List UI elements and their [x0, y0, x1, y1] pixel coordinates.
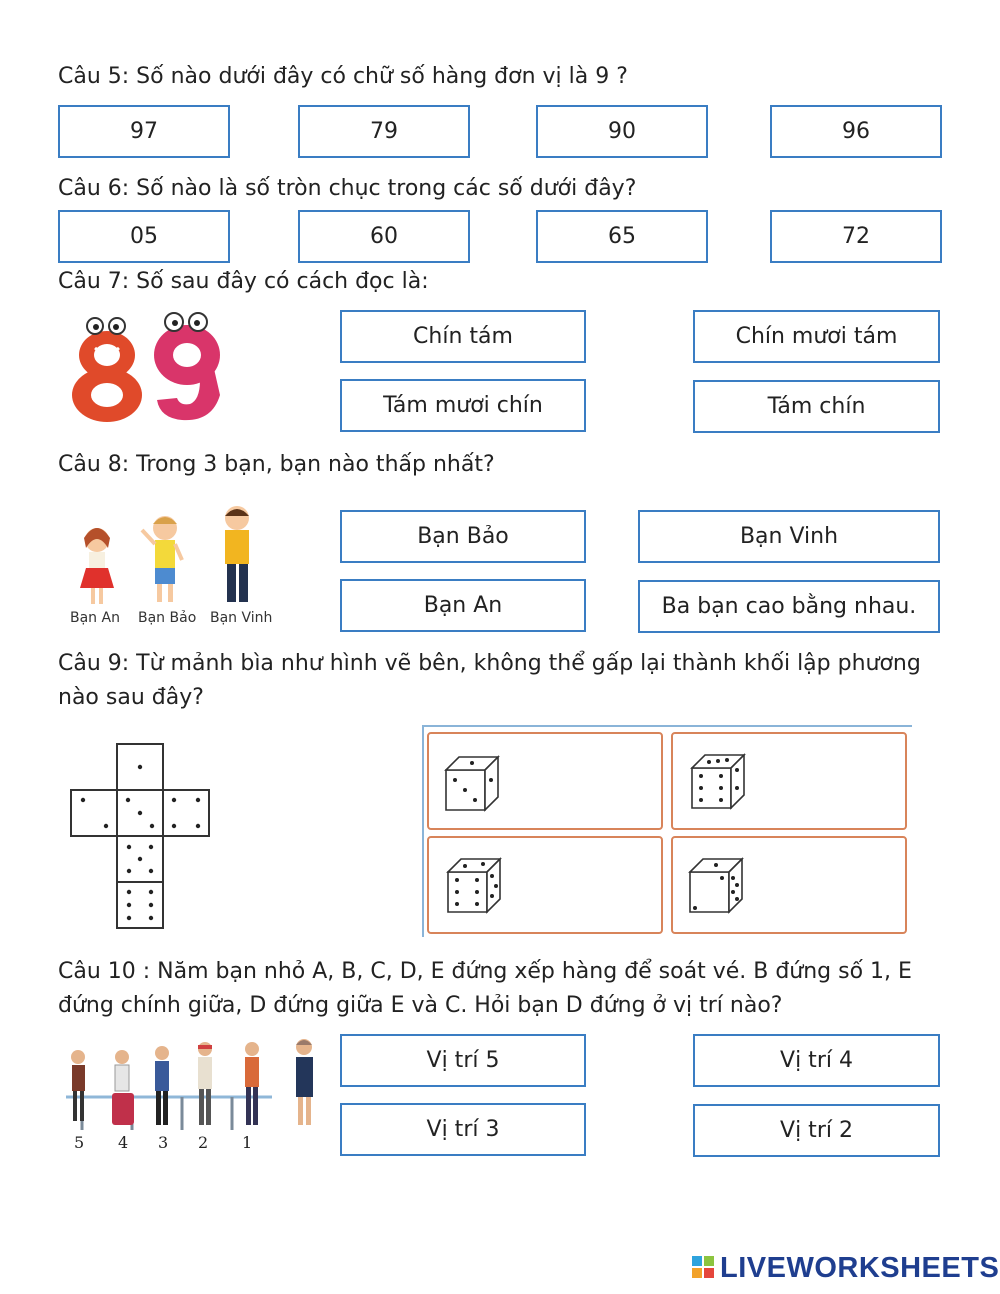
- q7-option-1[interactable]: Chín tám: [340, 310, 586, 363]
- q6-option-1[interactable]: 05: [58, 210, 230, 263]
- q8-option-3[interactable]: Bạn An: [340, 579, 586, 632]
- question-9-line-1: Câu 9: Từ mảnh bìa như hình vẽ bên, không thể gấp lại thành khối lập phương: [58, 651, 921, 676]
- ticket-queue-image: [62, 1035, 327, 1155]
- q8-option-4[interactable]: Ba bạn cao bằng nhau.: [638, 580, 940, 633]
- q5-option-1[interactable]: 97: [58, 105, 230, 158]
- q7-option-4[interactable]: Tám chín: [693, 380, 940, 433]
- q5-option-3[interactable]: 90: [536, 105, 708, 158]
- q6-option-3[interactable]: 65: [536, 210, 708, 263]
- q7-option-3[interactable]: Tám mươi chín: [340, 379, 586, 432]
- queue-label-2: 2: [198, 1133, 209, 1152]
- caption-ban-bao: Bạn Bảo: [138, 610, 197, 626]
- q8-option-1[interactable]: Bạn Bảo: [340, 510, 586, 563]
- q9-option-c[interactable]: [427, 836, 663, 934]
- cube-option-d-icon: [685, 854, 755, 924]
- question-5-text: Câu 5: Số nào dưới đây có chữ số hàng đơn vị là 9 ?: [58, 64, 628, 89]
- q10-option-1[interactable]: Vị trí 5: [340, 1034, 586, 1087]
- caption-ban-vinh: Bạn Vinh: [210, 610, 273, 626]
- queue-label-1: 1: [242, 1133, 253, 1152]
- liveworksheets-grid-icon: [692, 1256, 716, 1280]
- q7-option-2[interactable]: Chín mươi tám: [693, 310, 940, 363]
- logo-text: LIVEWORKSHEETS: [720, 1251, 1000, 1284]
- q6-option-2[interactable]: 60: [298, 210, 470, 263]
- q5-option-4[interactable]: 96: [770, 105, 942, 158]
- number-89-icon: [62, 310, 232, 425]
- q5-option-2[interactable]: 79: [298, 105, 470, 158]
- queue-label-4: 4: [118, 1133, 129, 1152]
- liveworksheets-logo[interactable]: [692, 1250, 999, 1286]
- cube-net-image: [62, 730, 222, 930]
- cube-option-c-icon: [443, 854, 513, 924]
- cube-option-b-icon: [687, 750, 757, 820]
- q9-option-d[interactable]: [671, 836, 907, 934]
- cube-option-a-icon: [441, 752, 511, 822]
- queue-label-5: 5: [74, 1133, 85, 1152]
- q6-option-4[interactable]: 72: [770, 210, 942, 263]
- q8-option-2[interactable]: Bạn Vinh: [638, 510, 940, 563]
- question-10-line-1: Câu 10 : Năm bạn nhỏ A, B, C, D, E đứng xếp hàng để soát vé. B đứng số 1, E: [58, 959, 912, 984]
- caption-ban-an: Bạn An: [70, 610, 120, 626]
- question-6-text: Câu 6: Số nào là số tròn chục trong các số dưới đây?: [58, 176, 637, 201]
- q9-option-a[interactable]: [427, 732, 663, 830]
- q10-option-2[interactable]: Vị trí 4: [693, 1034, 940, 1087]
- q9-option-b[interactable]: [671, 732, 907, 830]
- q10-option-3[interactable]: Vị trí 3: [340, 1103, 586, 1156]
- question-9-line-2: nào sau đây?: [58, 685, 204, 710]
- q10-option-4[interactable]: Vị trí 2: [693, 1104, 940, 1157]
- question-8-text: Câu 8: Trong 3 bạn, bạn nào thấp nhất?: [58, 452, 495, 477]
- three-kids-image: [62, 500, 282, 630]
- question-7-text: Câu 7: Số sau đây có cách đọc là:: [58, 269, 429, 294]
- queue-label-3: 3: [158, 1133, 169, 1152]
- question-10-line-2: đứng chính giữa, D đứng giữa E và C. Hỏi bạn D đứng ở vị trí nào?: [58, 993, 783, 1018]
